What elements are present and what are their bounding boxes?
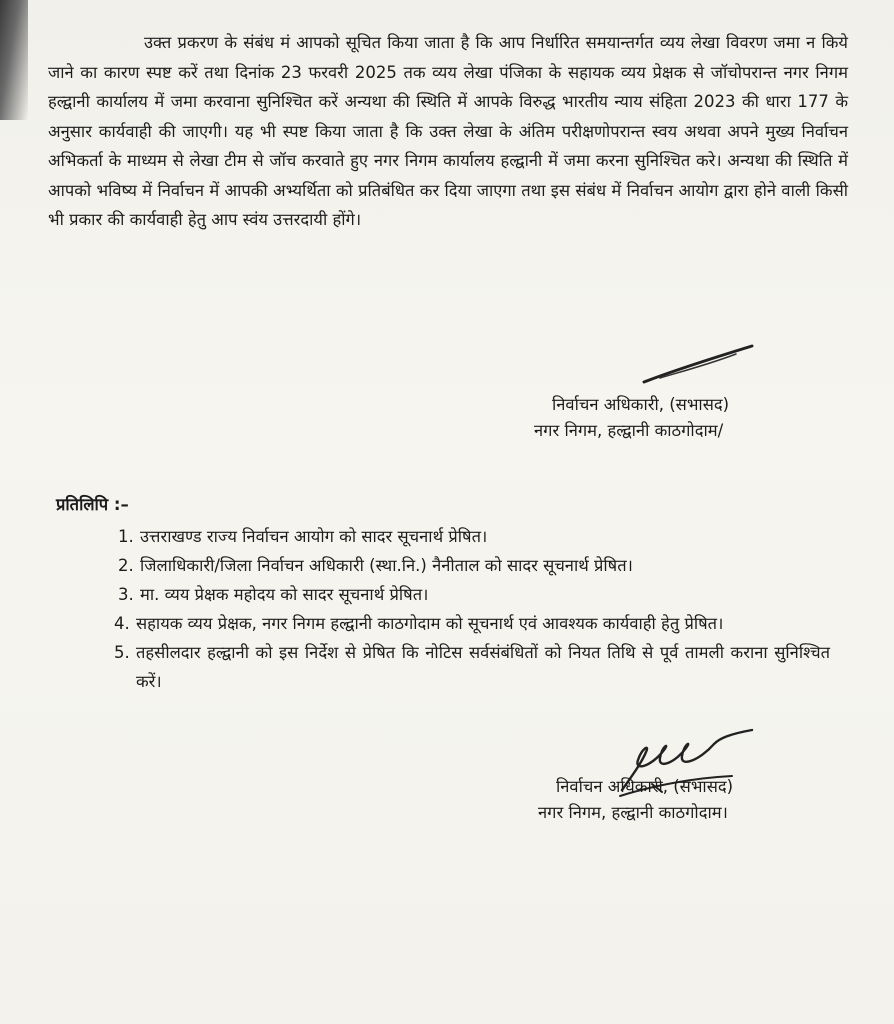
list-item-number: 2. — [118, 556, 134, 575]
signatory-title: निर्वाचन अधिकारी, (सभासद) — [552, 395, 730, 414]
list-item-text: तहसीलदार हल्द्वानी को इस निर्देश से प्रेषित कि नोटिस सर्वसंबंधितों को नियत तिथि से पूर्व तामली कराना सुनिश्चित करें। — [136, 643, 830, 691]
list-item-number: 4. — [114, 614, 130, 633]
list-item — [114, 638, 830, 696]
copy-to-heading: प्रतिलिपि :– — [56, 495, 129, 514]
list-item — [114, 609, 830, 638]
list-item-text: सहायक व्यय प्रेक्षक, नगर निगम हल्द्वानी काठगोदाम को सूचनार्थ एवं आवश्यक कार्यवाही हेतु प्रेषित। — [136, 614, 724, 633]
signatory-block-1 — [534, 392, 730, 444]
signature-1 — [640, 342, 760, 390]
page-edge-shadow — [0, 0, 28, 120]
list-item-number: 5. — [114, 643, 130, 662]
list-item — [118, 551, 830, 580]
list-item-number: 3. — [118, 585, 134, 604]
list-item — [118, 522, 830, 551]
list-item-text: मा. व्यय प्रेक्षक महोदय को सादर सूचनार्थ प्रेषित। — [140, 585, 429, 604]
list-item — [118, 580, 830, 609]
list-item-text: जिलाधिकारी/जिला निर्वाचन अधिकारी (स्था.नि.) नैनीताल को सादर सूचनार्थ प्रेषित। — [140, 556, 633, 575]
list-item-number: 1. — [118, 527, 134, 546]
copy-to-list — [114, 522, 830, 696]
signatory-office: नगर निगम, हल्द्वानी काठगोदाम। — [538, 803, 728, 822]
signatory-title: निर्वाचन अधिकारी, (सभासद) — [556, 777, 734, 796]
signatory-office: नगर निगम, हल्द्वानी काठगोदाम/ — [534, 421, 724, 440]
signatory-block-2 — [538, 774, 734, 826]
notice-body: उक्त प्रकरण के संबंध मं आपको सूचित किया जाता है कि आप निर्धारित समयान्तर्गत व्यय लेखा विवरण जमा न किये जाने का कारण स्पष्ट करें तथा दिनांक 23 फरवरी 2025 तक व्यय लेखा पंजिका के सहायक व्यय प्रेक्षक से जॉचोपरान्त नगर निगम हल्द्वानी कार्यालय में जमा करवाना सुनिश्चित करें अन्यथा की स्थिति में आपके विरुद्ध भारतीय न्याय संहिता 2023 की धारा 177 के अनुसार कार्यवाही की जाएगी। यह भी स्पष्ट किया जाता है कि उक्त लेखा के अंतिम परीक्षणोपरान्त स्वय अथवा अपने मुख्य निर्वाचन अभिकर्ता के माध्यम से लेखा टीम से जॉच करवाते हुए नगर निगम कार्यालय हल्द्वानी में जमा करना सुनिश्चित करे। अन्यथा की स्थिति में आपको भविष्य में निर्वाचन में आपकी अभ्यर्थिता को प्रतिबंधित कर दिया जाएगा तथा इस संबंध में निर्वाचन आयोग द्वारा होने वाली किसी भी प्रकार की कार्यवाही हेतु आप स्वंय उत्तरदायी होंगे। — [48, 33, 848, 229]
list-item-text: उत्तराखण्ड राज्य निर्वाचन आयोग को सादर सूचनार्थ प्रेषित। — [140, 527, 488, 546]
